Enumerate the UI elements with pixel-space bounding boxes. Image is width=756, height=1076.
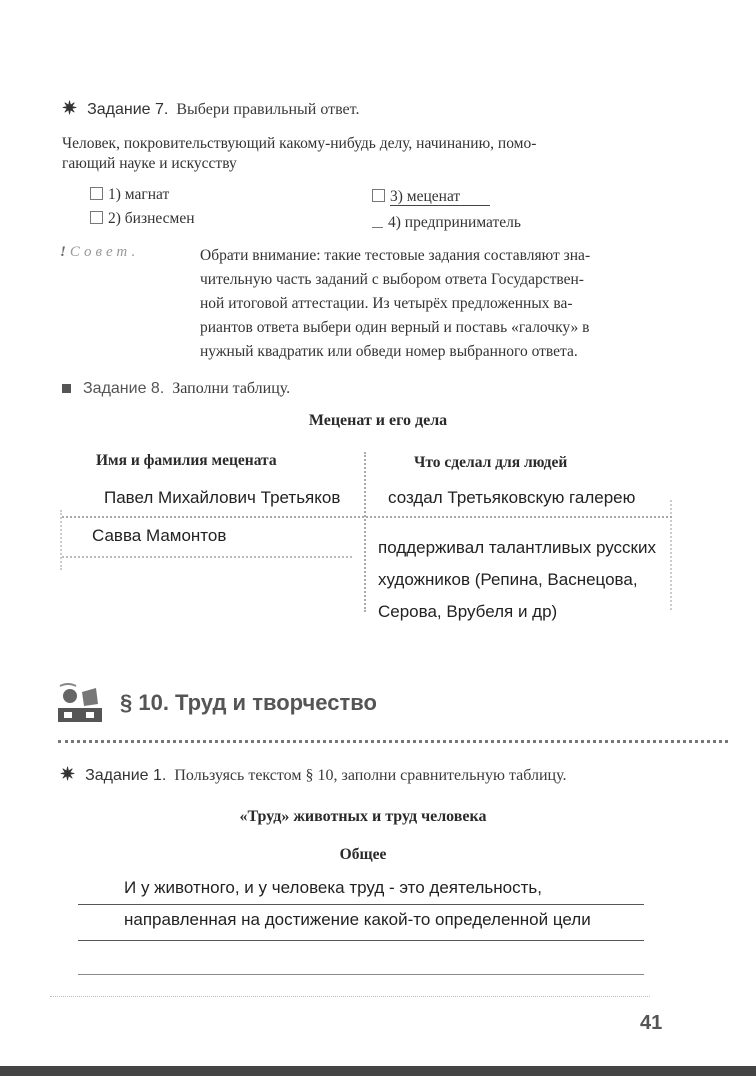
- answer-rule: [78, 904, 644, 905]
- answer-line-1: И у животного, и у человека труд - это деятельность,: [124, 878, 542, 897]
- checkbox-icon[interactable]: [90, 187, 103, 200]
- table-header-name: Имя и фамилия мецената: [96, 452, 277, 469]
- page-bottom-edge: [0, 1066, 756, 1076]
- option-1[interactable]: 1) магнат: [90, 186, 169, 204]
- advice-line: риантов ответа выбери один верный и поставь «галочку» в: [200, 319, 590, 336]
- advice-line: ной итоговой аттестации. Из четырёх предложенных ва-: [200, 295, 573, 312]
- section-divider: [58, 740, 728, 743]
- task8-table-title: Меценат и его дела: [308, 412, 448, 429]
- task7-question-line1: Человек, покровительствующий какому-нибудь делу, начинанию, помо-: [62, 135, 537, 152]
- advice-line: Обрати внимание: такие тестовые задания составляют зна-: [200, 247, 591, 264]
- task1-label: Задание 1.: [85, 767, 167, 784]
- advice-label: !Совет.: [60, 244, 140, 260]
- asterisk-icon: ✷: [60, 764, 76, 784]
- table-cell-deed: создал Третьяковскую галерею: [388, 488, 636, 507]
- table-cell-name: Павел Михайлович Третьяков: [104, 488, 341, 507]
- task1-heading: [60, 764, 566, 785]
- table-column-divider: [364, 452, 366, 612]
- page-number: 41: [640, 1012, 663, 1034]
- task1-table-title: «Труд» животных и труд человека: [239, 808, 487, 825]
- task8-prompt: Заполни таблицу.: [172, 380, 291, 397]
- task8-label: Задание 8.: [83, 380, 165, 397]
- task1-prompt: Пользуясь текстом § 10, заполни сравнительную таблицу.: [174, 767, 567, 784]
- task8-heading: [62, 380, 290, 398]
- table-cell-deed: [378, 532, 656, 628]
- answer-line-2: направленная на достижение какой-то определенной цели: [124, 910, 591, 929]
- table-cell-name: Савва Мамонтов: [92, 526, 227, 545]
- task7-question-line2: гающий науке и искусству: [62, 155, 237, 172]
- task7-heading: [62, 98, 359, 119]
- table-header-deed: Что сделал для людей: [414, 454, 568, 471]
- checkbox-icon[interactable]: [372, 189, 385, 202]
- workshop-icon: [56, 682, 104, 724]
- task1-subheading: Общее: [339, 846, 387, 863]
- deed-line: художников (Репина, Васнецова,: [378, 570, 638, 589]
- answer-rule: [78, 974, 644, 975]
- answer-rule: [78, 940, 644, 941]
- section-heading: [56, 682, 377, 724]
- answer-rule-faint: [50, 996, 650, 997]
- advice-line: нужный квадратик или обведи номер выбранного ответа.: [200, 343, 578, 360]
- option-2[interactable]: 2) бизнесмен: [90, 210, 195, 228]
- advice-line: чительную часть заданий с выбором ответа Государствен-: [200, 271, 584, 288]
- checkbox-icon[interactable]: [372, 216, 383, 228]
- table-row-divider: [62, 556, 352, 558]
- exclamation-icon: !: [60, 244, 70, 260]
- advice-text: [200, 244, 680, 364]
- table-row-divider: [62, 516, 672, 518]
- option-4[interactable]: 4) предприниматель: [372, 214, 521, 232]
- deed-line: Серова, Врубеля и др): [378, 602, 558, 621]
- task7-label: Задание 7.: [87, 101, 169, 118]
- asterisk-icon: ✷: [62, 98, 78, 118]
- table-left-edge: [60, 510, 62, 570]
- checkbox-icon[interactable]: [90, 211, 103, 224]
- section-title: § 10. Труд и творчество: [120, 690, 377, 715]
- task7-prompt: Выбери правильный ответ.: [176, 101, 360, 118]
- deed-line: поддерживал талантливых русских: [378, 538, 656, 557]
- option-3[interactable]: 3) меценат: [372, 188, 490, 206]
- square-bullet-icon: [62, 384, 71, 393]
